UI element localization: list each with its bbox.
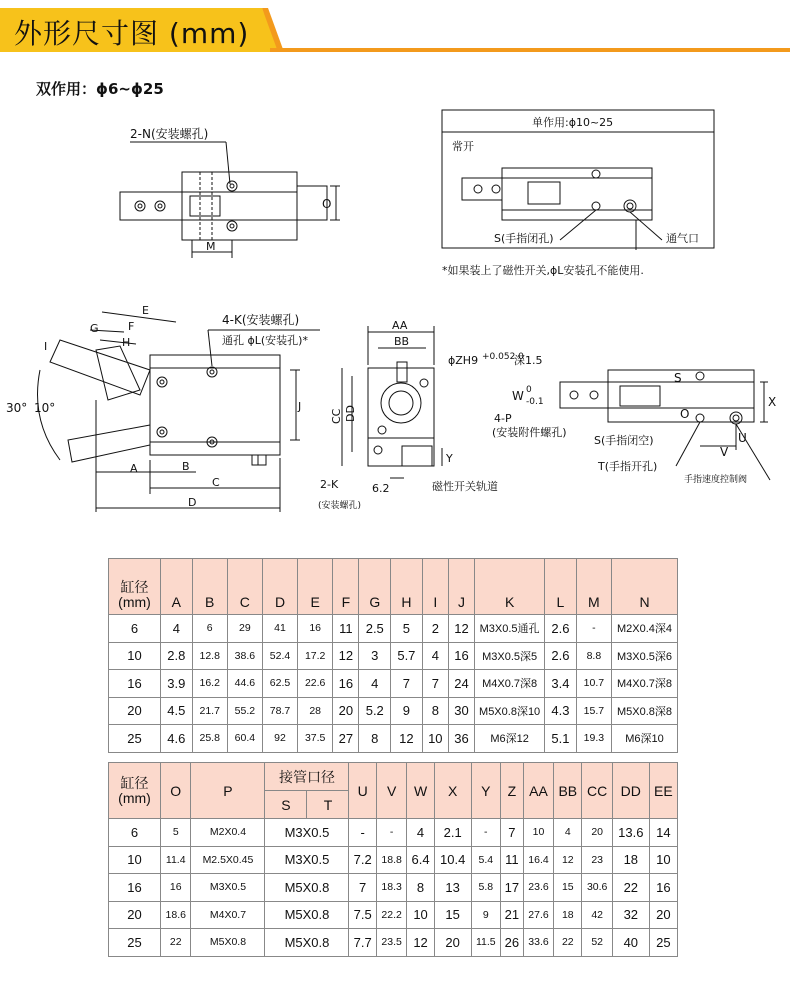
table-cell: 16 — [109, 670, 161, 698]
header-orange-line — [270, 48, 790, 52]
label-aa: AA — [392, 319, 408, 332]
label-tol: +0.052 0 — [482, 352, 524, 362]
label-2k: 2-K — [320, 478, 339, 491]
table-cell: 13.6 — [612, 819, 649, 847]
table-cell: M3X0.5 — [265, 819, 349, 847]
table-cell: - — [471, 819, 500, 847]
table2-header-cell: W — [407, 763, 434, 819]
table2-header-cell: X — [434, 763, 471, 819]
label-bb: BB — [394, 335, 410, 348]
table-cell: 5.1 — [545, 725, 577, 753]
table-cell: 25.8 — [192, 725, 227, 753]
table1-header-row — [109, 559, 678, 615]
table1-header-cell: H — [391, 559, 423, 615]
label-o2: O — [680, 407, 690, 421]
table-cell: 12 — [448, 615, 474, 643]
table1-header-cell: D — [262, 559, 297, 615]
table-cell: 22.2 — [376, 901, 406, 929]
table-cell: M5X0.8深10 — [475, 697, 545, 725]
table-cell: 10 — [407, 901, 434, 929]
table-cell: 20 — [582, 819, 612, 847]
table-cell: 28 — [298, 697, 333, 725]
table-cell: 36 — [448, 725, 474, 753]
table-cell: 38.6 — [227, 642, 262, 670]
table-cell: 22 — [161, 929, 191, 957]
label-zh9: ϕZH9 — [448, 354, 479, 367]
table-cell: 2 — [422, 615, 448, 643]
label-i: I — [44, 340, 48, 353]
table-cell: 4.5 — [161, 697, 193, 725]
table-cell: 25 — [109, 725, 161, 753]
label-4p-sub: (安装附件螺孔) — [492, 426, 567, 439]
header-bar — [0, 8, 790, 52]
table-cell: 20 — [434, 929, 471, 957]
table-cell: 12 — [333, 642, 359, 670]
table-cell: 15 — [434, 901, 471, 929]
table-cell: 16 — [298, 615, 333, 643]
table-cell: 40 — [612, 929, 649, 957]
table2-header-cell: Y — [471, 763, 500, 819]
table2-header-cell: DD — [612, 763, 649, 819]
table-cell: 25 — [649, 929, 677, 957]
label-2n: 2-N(安装螺孔) — [130, 127, 209, 141]
table-cell: 24 — [448, 670, 474, 698]
table1-header-cell: I — [422, 559, 448, 615]
table-cell: 32 — [612, 901, 649, 929]
label-h: H — [122, 336, 131, 349]
table-cell: 14 — [649, 819, 677, 847]
table1-header-cell: C — [227, 559, 262, 615]
table-cell: 7 — [391, 670, 423, 698]
label-e: E — [142, 304, 149, 317]
label-valve: 手指速度控制阀 — [684, 475, 748, 485]
table1-header-cell: F — [333, 559, 359, 615]
table-cell: 42 — [582, 901, 612, 929]
table1-header-bore: 缸径 (mm) — [109, 559, 161, 615]
table-cell: 4 — [161, 615, 193, 643]
table2-header-cell: S — [265, 791, 307, 819]
table-cell: 7.5 — [349, 901, 376, 929]
table-cell: 8 — [359, 725, 391, 753]
table2-header-port-group: 接管口径 — [265, 763, 349, 791]
dimension-drawing — [0, 100, 790, 530]
table-cell: 4 — [554, 819, 582, 847]
spec-table-1 — [108, 558, 678, 753]
table-cell: 5 — [391, 615, 423, 643]
label-angle-30: 30° — [6, 401, 28, 415]
label-rail: 磁性开关轨道 — [432, 480, 498, 493]
table-cell: 12 — [391, 725, 423, 753]
table2-header-cell: P — [191, 763, 265, 819]
table-cell: 23.5 — [376, 929, 406, 957]
table-cell: 33.6 — [523, 929, 553, 957]
table-row — [109, 874, 678, 902]
table-cell: 11.4 — [161, 846, 191, 874]
table-cell: M3X0.5深6 — [612, 642, 678, 670]
table-cell: 30.6 — [582, 874, 612, 902]
label-vent: 通气口 — [666, 232, 699, 245]
table-cell: 7 — [501, 819, 524, 847]
table-cell: 2.6 — [545, 615, 577, 643]
table-cell: 18 — [612, 846, 649, 874]
table-cell: M2X0.4深4 — [612, 615, 678, 643]
table-cell: M3X0.5 — [265, 846, 349, 874]
table-cell: M5X0.8 — [265, 929, 349, 957]
label-2k-sub: (安装螺孔) — [318, 501, 362, 511]
spec-table-2 — [108, 762, 678, 957]
table-cell: 20 — [333, 697, 359, 725]
table-cell: 29 — [227, 615, 262, 643]
table1-header-cell: E — [298, 559, 333, 615]
mc-body — [368, 368, 434, 438]
table-cell: M5X0.8 — [265, 874, 349, 902]
table-cell: M6深10 — [612, 725, 678, 753]
table-cell: 27 — [333, 725, 359, 753]
table-cell: 2.8 — [161, 642, 193, 670]
table2-header-cell: O — [161, 763, 191, 819]
table-row — [109, 819, 678, 847]
table-cell: 18.6 — [161, 901, 191, 929]
table-cell: 23 — [582, 846, 612, 874]
table-row — [109, 725, 678, 753]
table-cell: - — [349, 819, 376, 847]
table-row — [109, 670, 678, 698]
table-cell: 62.5 — [262, 670, 297, 698]
label-u: U — [738, 431, 747, 445]
table-cell: 5.8 — [471, 874, 500, 902]
table-cell: 10 — [422, 725, 448, 753]
label-w: W — [512, 389, 524, 403]
table-cell: 9 — [391, 697, 423, 725]
table-cell: 78.7 — [262, 697, 297, 725]
subtitle: 双作用：ϕ6~ϕ25 — [36, 80, 164, 98]
label-4k: 4-K(安装螺孔) — [222, 313, 300, 327]
table1-header-cell: K — [475, 559, 545, 615]
tl-body-left — [120, 192, 182, 220]
label-g: G — [90, 322, 99, 335]
label-note: *如果装上了磁性开关,ϕL安装孔不能使用. — [442, 264, 644, 277]
table-row — [109, 615, 678, 643]
table-cell: - — [376, 819, 406, 847]
table-cell: 4 — [422, 642, 448, 670]
table-cell: 15.7 — [576, 697, 611, 725]
label-normally-open: 常开 — [452, 140, 474, 153]
table1-header-cell: M — [576, 559, 611, 615]
table-cell: M5X0.8 — [265, 901, 349, 929]
table1-header-cell: N — [612, 559, 678, 615]
table-cell: 20 — [649, 901, 677, 929]
table-cell: 16 — [448, 642, 474, 670]
table-cell: 92 — [262, 725, 297, 753]
table-cell: 18.8 — [376, 846, 406, 874]
table-row — [109, 846, 678, 874]
table-cell: 18.3 — [376, 874, 406, 902]
table-cell: 52.4 — [262, 642, 297, 670]
table2-header-cell: EE — [649, 763, 677, 819]
table-cell: 8 — [422, 697, 448, 725]
tl-body-main — [182, 172, 297, 240]
table2-header-cell: Z — [501, 763, 524, 819]
table-cell: 16 — [333, 670, 359, 698]
table-cell: 15 — [554, 874, 582, 902]
label-cc: CC — [330, 408, 343, 424]
label-v: V — [720, 445, 729, 459]
table-cell: 41 — [262, 615, 297, 643]
table-cell: 4 — [407, 819, 434, 847]
table-cell: 3.9 — [161, 670, 193, 698]
table-cell: 8 — [407, 874, 434, 902]
table-cell: 7.7 — [349, 929, 376, 957]
table-row — [109, 697, 678, 725]
table-cell: 12 — [554, 846, 582, 874]
page-title: 外形尺寸图 (mm) — [14, 17, 250, 50]
table-cell: 52 — [582, 929, 612, 957]
label-d: D — [188, 496, 197, 509]
table-cell: 10.7 — [576, 670, 611, 698]
label-f: F — [128, 320, 135, 333]
single-acting-box — [442, 110, 714, 248]
table-cell: M6深12 — [475, 725, 545, 753]
table-cell: 10.4 — [434, 846, 471, 874]
table-cell: 20 — [109, 901, 161, 929]
table-cell: 16 — [649, 874, 677, 902]
table1-header-cell: L — [545, 559, 577, 615]
table-cell: 11 — [333, 615, 359, 643]
table-cell: 37.5 — [298, 725, 333, 753]
table-cell: 44.6 — [227, 670, 262, 698]
table-cell: 10 — [109, 846, 161, 874]
table-cell: 19.3 — [576, 725, 611, 753]
label-depth: 深1.5 — [514, 354, 543, 367]
table2-header-cell: T — [307, 791, 349, 819]
table-cell: 4.3 — [545, 697, 577, 725]
table-cell: 10 — [649, 846, 677, 874]
drawing-svg — [0, 100, 790, 530]
label-y: Y — [446, 452, 453, 465]
table2-header-cell: BB — [554, 763, 582, 819]
table-cell: 16 — [109, 874, 161, 902]
label-s: S — [674, 371, 682, 385]
label-dd: DD — [344, 405, 357, 422]
table-cell: 8.8 — [576, 642, 611, 670]
label-s-empty: S(手指闭空) — [594, 434, 654, 447]
table-cell: 11 — [501, 846, 524, 874]
table-cell: 13 — [434, 874, 471, 902]
table1-header-cell: J — [448, 559, 474, 615]
table-cell: - — [576, 615, 611, 643]
table1-header-cell: B — [192, 559, 227, 615]
table-cell: 22 — [554, 929, 582, 957]
label-s-close: S(手指闭孔) — [494, 232, 554, 245]
table-row — [109, 901, 678, 929]
table-row — [109, 929, 678, 957]
table-cell: 20 — [109, 697, 161, 725]
table-cell: 5.7 — [391, 642, 423, 670]
table-cell: 3.4 — [545, 670, 577, 698]
table-cell: M4X0.7深8 — [475, 670, 545, 698]
table-cell: M4X0.7深8 — [612, 670, 678, 698]
table1-header-cell: G — [359, 559, 391, 615]
table-cell: 10 — [523, 819, 553, 847]
label-m: M — [206, 240, 216, 253]
table-cell: M3X0.5深5 — [475, 642, 545, 670]
label-6-2: 6.2 — [372, 482, 390, 495]
table-cell: 17 — [501, 874, 524, 902]
table-cell: 9 — [471, 901, 500, 929]
table2-header-bore: 缸径 (mm) — [109, 763, 161, 819]
table-cell: 2.5 — [359, 615, 391, 643]
table-cell: M5X0.8 — [191, 929, 265, 957]
table2-header-cell: U — [349, 763, 376, 819]
table-cell: 18 — [554, 901, 582, 929]
table-cell: 4 — [359, 670, 391, 698]
table-row — [109, 642, 678, 670]
table-cell: 7 — [349, 874, 376, 902]
table-cell: 27.6 — [523, 901, 553, 929]
table-cell: 26 — [501, 929, 524, 957]
table-cell: M5X0.8深8 — [612, 697, 678, 725]
table-cell: 30 — [448, 697, 474, 725]
table-cell: 60.4 — [227, 725, 262, 753]
table-cell: 12.8 — [192, 642, 227, 670]
table-cell: 17.2 — [298, 642, 333, 670]
table-cell: 4.6 — [161, 725, 193, 753]
table-cell: 11.5 — [471, 929, 500, 957]
table2-header-row-1 — [109, 763, 678, 791]
label-c: C — [212, 476, 220, 489]
label-l: 通孔 ϕL(安装孔)* — [222, 334, 308, 347]
table-cell: 2.1 — [434, 819, 471, 847]
label-w-tol-bot: -0.1 — [526, 397, 544, 407]
table-cell: M3X0.5 — [191, 874, 265, 902]
table-cell: 5 — [161, 819, 191, 847]
table-cell: 12 — [407, 929, 434, 957]
table-cell: 2.6 — [545, 642, 577, 670]
label-b: B — [182, 460, 190, 473]
table-cell: 10 — [109, 642, 161, 670]
table-cell: M2X0.4 — [191, 819, 265, 847]
label-w-tol-top: 0 — [526, 385, 532, 395]
table-cell: 55.2 — [227, 697, 262, 725]
label-4p: 4-P — [494, 412, 512, 425]
table-cell: 16.4 — [523, 846, 553, 874]
table-cell: 3 — [359, 642, 391, 670]
table-cell: 5.2 — [359, 697, 391, 725]
label-a: A — [130, 462, 138, 475]
table-cell: 6.4 — [407, 846, 434, 874]
table-cell: M2.5X0.45 — [191, 846, 265, 874]
table-cell: 5.4 — [471, 846, 500, 874]
table-cell: 7.2 — [349, 846, 376, 874]
table-cell: 16.2 — [192, 670, 227, 698]
table2-header-cell: V — [376, 763, 406, 819]
label-single-title: 单作用:ϕ10~25 — [532, 116, 614, 129]
table-cell: 25 — [109, 929, 161, 957]
table-cell: 23.6 — [523, 874, 553, 902]
table-cell: 22.6 — [298, 670, 333, 698]
table-cell: M4X0.7 — [191, 901, 265, 929]
label-o: O — [322, 197, 332, 211]
ml-body — [150, 355, 280, 455]
label-t-open: T(手指开孔) — [598, 460, 658, 473]
table-cell: 22 — [612, 874, 649, 902]
table-cell: 6 — [109, 615, 161, 643]
table-cell: 7 — [422, 670, 448, 698]
table2-header-cell: CC — [582, 763, 612, 819]
table-cell: 21 — [501, 901, 524, 929]
table-cell: 6 — [109, 819, 161, 847]
table2-header-cell: AA — [523, 763, 553, 819]
label-x: X — [768, 395, 777, 409]
table-cell: 16 — [161, 874, 191, 902]
table-cell: 6 — [192, 615, 227, 643]
table1-header-cell: A — [161, 559, 193, 615]
table-cell: 21.7 — [192, 697, 227, 725]
label-angle-10: 10° — [34, 401, 56, 415]
table-cell: M3X0.5通孔 — [475, 615, 545, 643]
label-j: J — [298, 400, 302, 413]
